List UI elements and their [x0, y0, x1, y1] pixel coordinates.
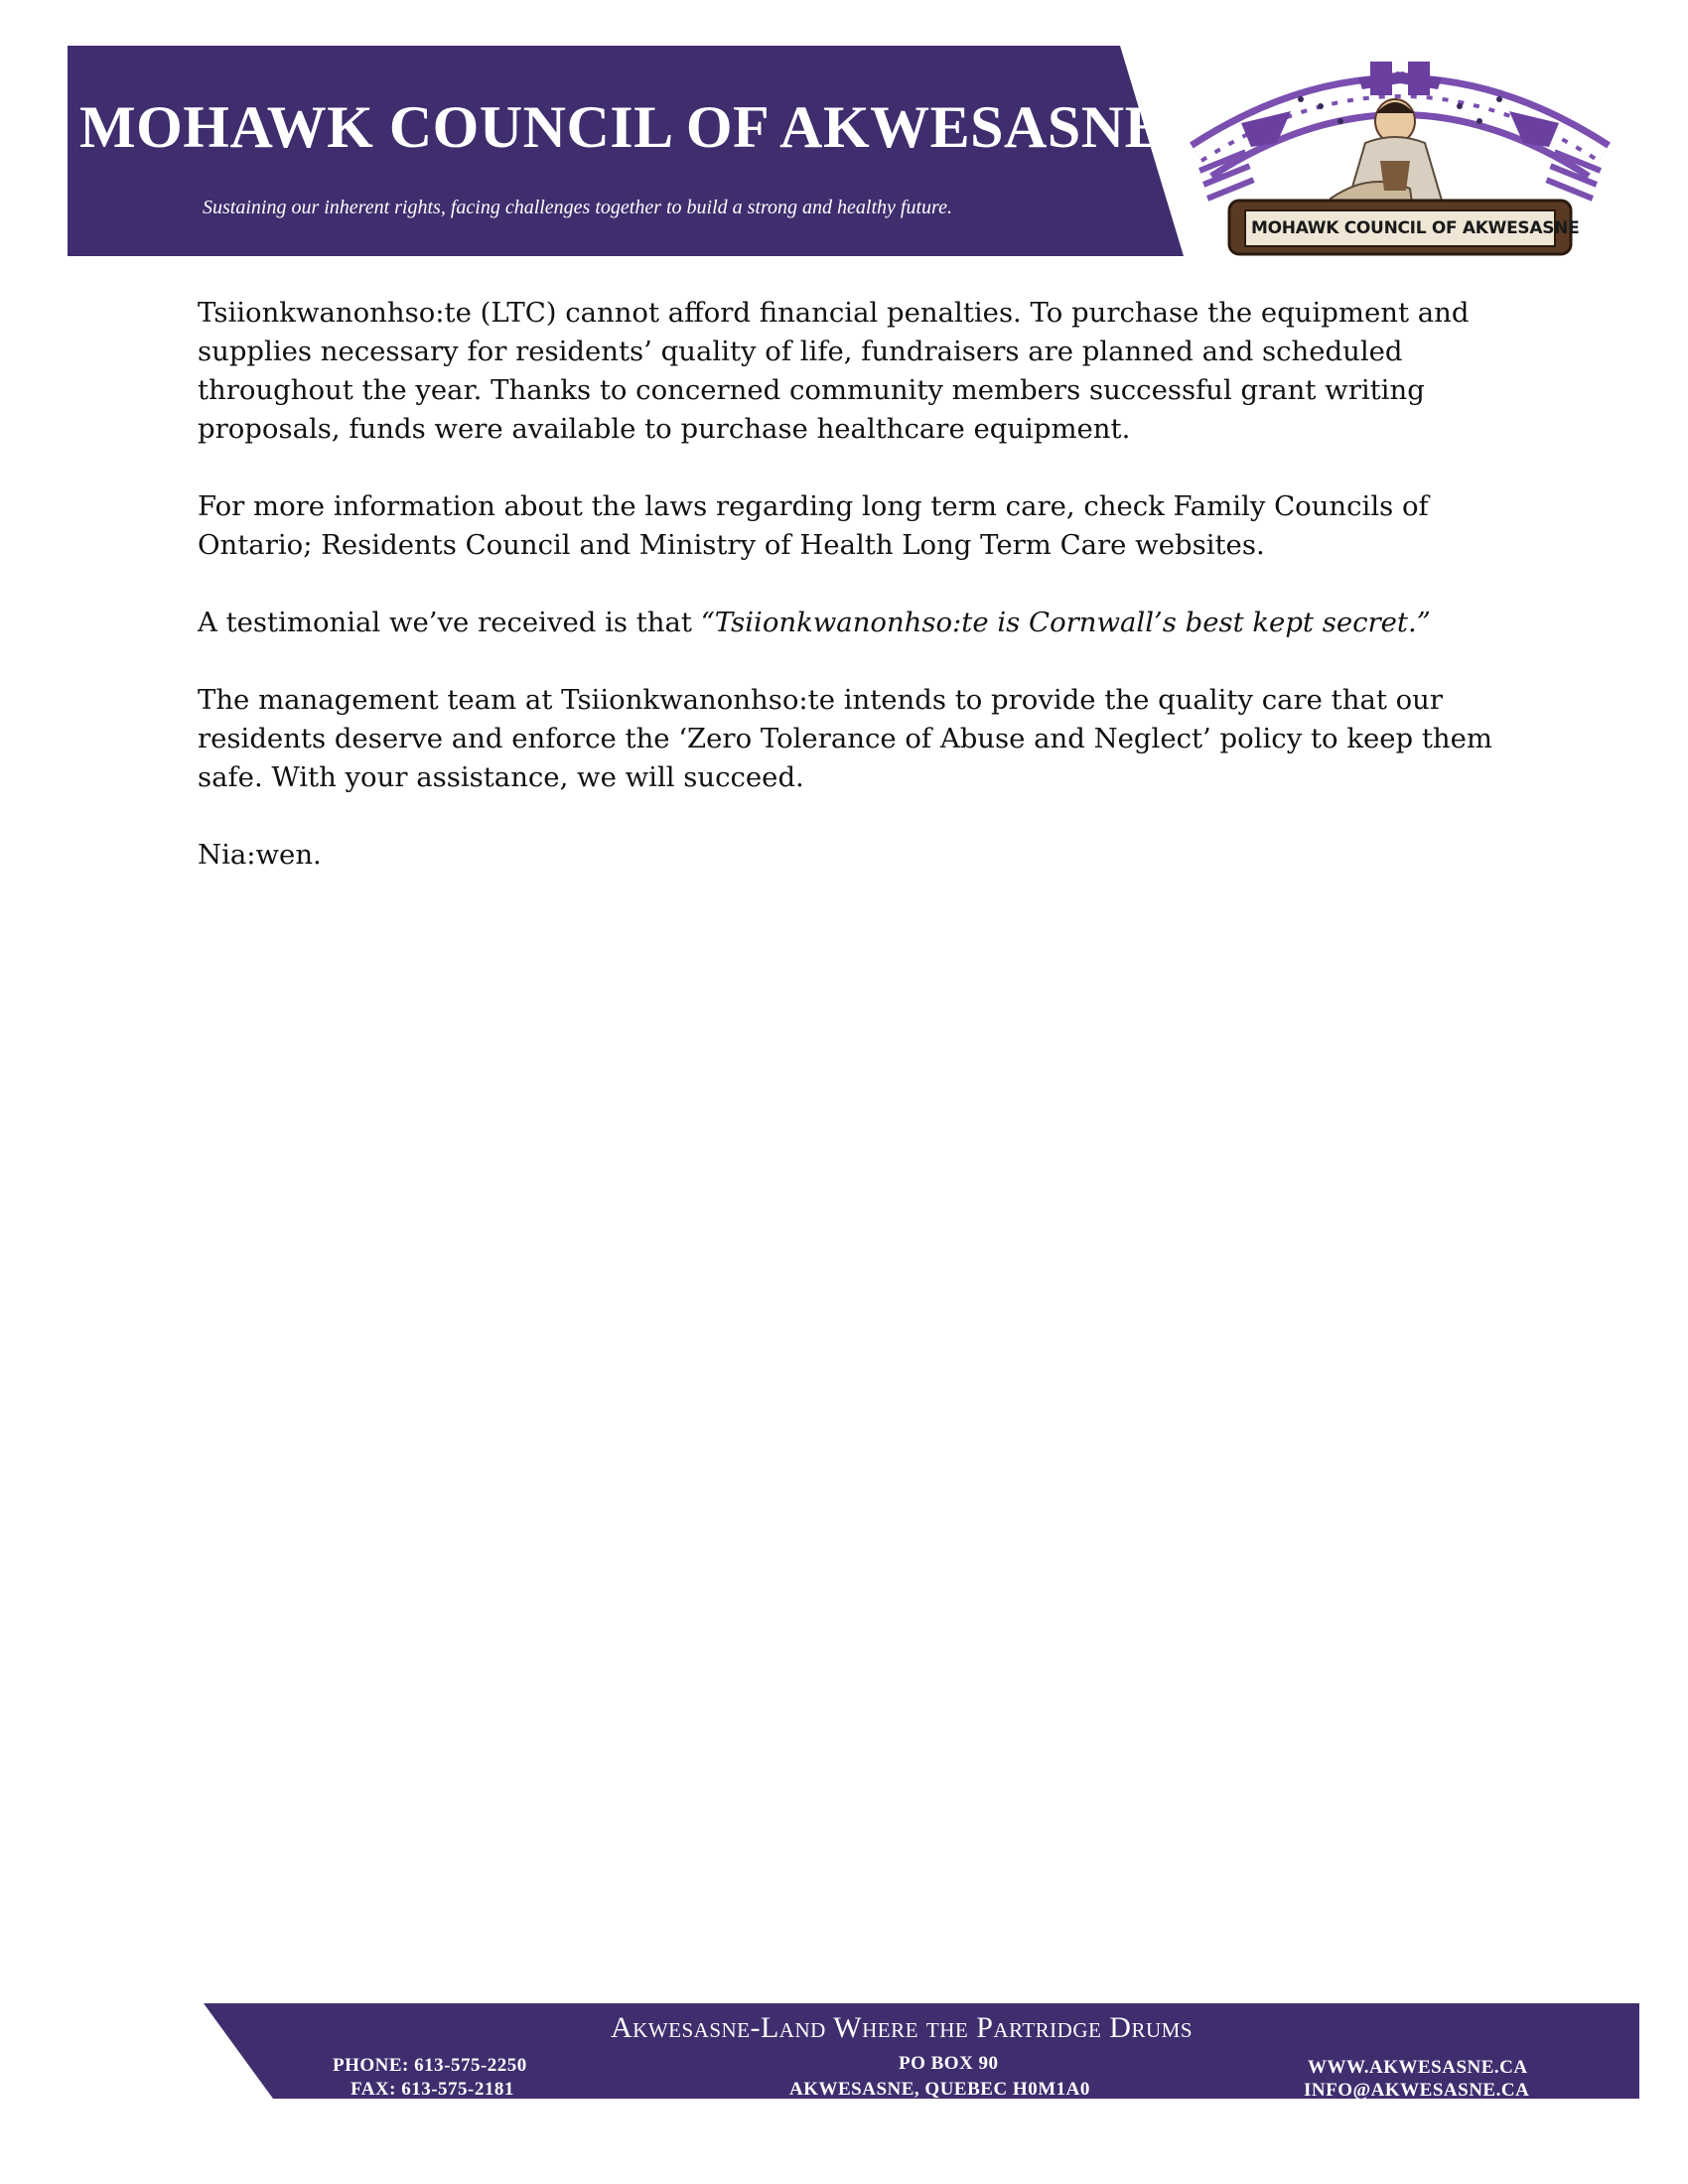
footer-phone: PHONE: 613-575-2250: [333, 2055, 527, 2076]
paragraph-testimonial: [198, 604, 1498, 642]
header-banner: [68, 46, 1188, 256]
footer-address: AKWESASNE, QUEBEC H0M1A0: [789, 2079, 1090, 2100]
footer-email-link[interactable]: INFO@AKWESASNE.CA: [1304, 2080, 1530, 2101]
letter-body: [198, 294, 1498, 913]
organization-title: MOHAWK COUNCIL OF AKWESASNE: [79, 94, 1166, 160]
testimonial-quote: “Tsiionkwanonhso:te is Cornwall’s best kept secret.”: [700, 607, 1431, 638]
footer-po-box: PO BOX 90: [899, 2053, 999, 2074]
paragraph-funding: Tsiionkwanonhso:te (LTC) cannot afford financial penalties. To purchase the equipment and supplies necessary for residents’ quality of life, fundraisers are planned and scheduled throughout the year. Thanks to concerned community members successful grant writing proposals, funds were available to purchase healthcare equipment.: [198, 297, 1470, 445]
logo-plaque-text: MOHAWK COUNCIL OF AKWESASNE: [1251, 218, 1580, 238]
closing-greeting: Nia:wen.: [198, 839, 322, 871]
footer-motto: Akwesasne-Land Where the Partridge Drums: [611, 2011, 1194, 2044]
council-logo: [1182, 52, 1618, 260]
testimonial-prefix: A testimonial we’ve received is that: [198, 607, 701, 638]
footer-banner: [204, 2003, 1643, 2103]
paragraph-management-team: The management team at Tsiionkwanonhso:te intends to provide the quality care that our residents deserve and enforce the ‘Zero Tolerance of Abuse and Neglect’ policy to keep them safe. With your assistance, we will succeed.: [198, 684, 1492, 793]
footer-website-link[interactable]: WWW.AKWESASNE.CA: [1308, 2057, 1528, 2078]
footer-fax: FAX: 613-575-2181: [351, 2079, 514, 2100]
paragraph-more-information: For more information about the laws regarding long term care, check Family Councils of Ontario; Residents Council and Ministry of Health Long Term Care websites.: [198, 490, 1429, 561]
organization-tagline: Sustaining our inherent rights, facing challenges together to build a strong and healthy future.: [203, 197, 952, 218]
